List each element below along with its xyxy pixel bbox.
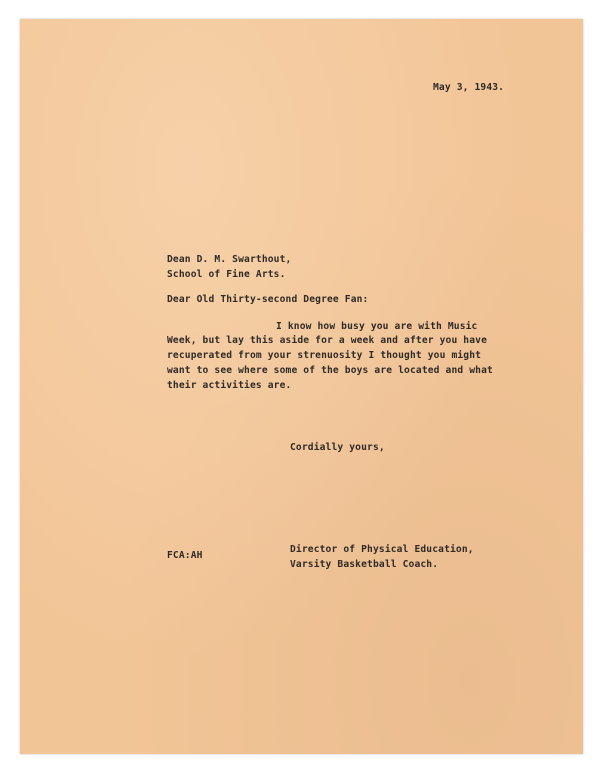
signature-title-1: Director of Physical Education, [290, 544, 474, 555]
letter-page [20, 19, 583, 754]
body-line-5: their activities are. [167, 380, 292, 391]
signature-title-2: Varsity Basketball Coach. [290, 559, 439, 570]
body-line-1: I know how busy you are with Music [276, 321, 478, 332]
recipient-name: Dean D. M. Swarthout, [167, 254, 292, 265]
body-line-3: recuperated from your strenuosity I thought you might [167, 350, 482, 361]
salutation: Dear Old Thirty-second Degree Fan: [167, 294, 369, 305]
body-line-4: want to see where some of the boys are located and what [167, 365, 493, 376]
recipient-department: School of Fine Arts. [167, 269, 286, 280]
letter-date: May 3, 1943. [433, 82, 505, 93]
typist-initials: FCA:AH [167, 550, 203, 561]
closing: Cordially yours, [290, 442, 385, 453]
body-line-2: Week, but lay this aside for a week and after you have [167, 335, 487, 346]
